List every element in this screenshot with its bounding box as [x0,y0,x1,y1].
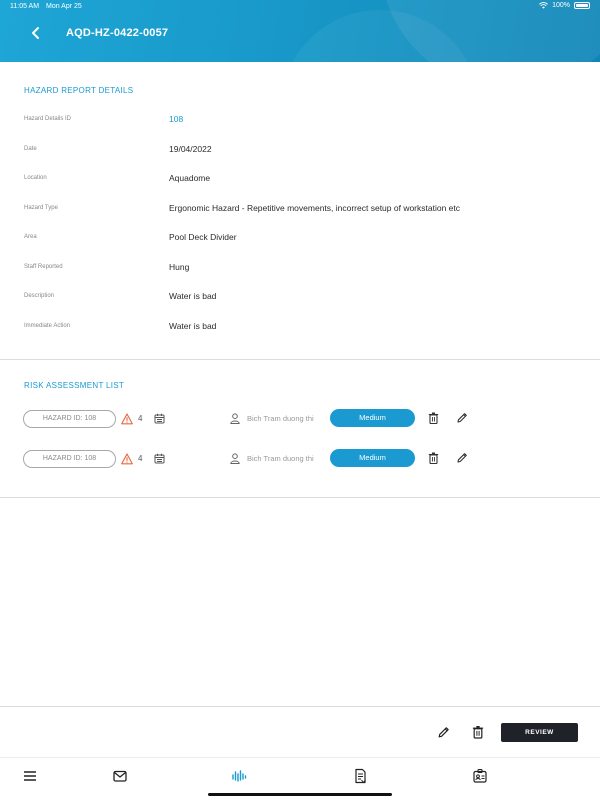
action-bar [0,706,600,758]
risk-count: 4 [138,414,143,423]
detail-row-area [0,231,600,247]
person-icon [230,413,240,424]
risk-row [0,449,600,471]
detail-row-staff-reported [0,261,600,277]
status-date: Mon Apr 25 [46,3,82,10]
delete-report-button[interactable] [472,725,484,739]
risk-assessment-title: RISK ASSESSMENT LIST [24,381,125,390]
id-card-icon[interactable] [472,768,488,784]
detail-label: Hazard Type [24,205,58,211]
detail-label: Location [24,175,47,181]
warning-icon [121,453,133,465]
edit-report-button[interactable] [437,726,450,739]
detail-value: Aquadome [169,173,211,183]
mail-icon[interactable] [112,768,128,784]
detail-row-date [0,143,600,159]
detail-label: Area [24,234,37,240]
battery-percent: 100% [552,2,570,9]
back-button[interactable] [28,25,44,41]
warning-icon [121,413,133,425]
page-title: AQD-HZ-0422-0057 [66,27,169,39]
detail-value: Water is bad [169,321,217,331]
section-divider [0,497,600,498]
pencil-icon[interactable] [456,412,468,424]
detail-value: Ergonomic Hazard - Repetitive movements, incorrect setup of workstation etc [169,203,461,213]
detail-row-location [0,172,600,188]
detail-label: Staff Reported [24,264,63,270]
status-time: 11:05 AM [10,3,40,10]
calendar-icon[interactable] [154,453,165,464]
detail-value: Hung [169,262,190,272]
staff-name: Bich Tram duong thi [247,414,314,423]
detail-value: Water is bad [169,291,217,301]
risk-row [0,409,600,431]
staff-name: Bich Tram duong thi [247,454,314,463]
battery-icon [574,2,590,9]
home-indicator [208,793,392,796]
hazard-id-pill[interactable]: HAZARD ID: 108 [23,450,116,468]
detail-label: Hazard Details ID [24,116,72,122]
menu-icon[interactable] [22,768,38,784]
header [0,0,600,62]
detail-label: Date [24,146,37,152]
activity-icon[interactable] [231,768,247,784]
risk-count: 4 [138,454,143,463]
detail-value: 19/04/2022 [169,144,212,154]
detail-row-immediate-action [0,320,600,336]
detail-value: Pool Deck Divider [169,232,237,242]
trash-icon[interactable] [428,452,439,464]
detail-row-description [0,290,600,306]
trash-icon[interactable] [428,412,439,424]
pencil-icon[interactable] [456,452,468,464]
calendar-icon[interactable] [154,413,165,424]
section-divider [0,359,600,360]
hazard-report-title: HAZARD REPORT DETAILS [24,86,134,95]
wifi-icon [539,2,548,9]
status-bar [0,0,600,14]
risk-level-badge[interactable]: Medium [330,409,415,427]
risk-level-badge[interactable]: Medium [330,449,415,467]
hazard-id-link[interactable]: 108 [169,114,184,124]
hazard-id-pill[interactable]: HAZARD ID: 108 [23,410,116,428]
detail-row-hazard-type [0,202,600,218]
review-button[interactable]: REVIEW [501,723,578,742]
person-icon [230,453,240,464]
report-icon[interactable] [352,768,368,784]
detail-row-hazard-id [0,113,600,129]
detail-label: Description [24,293,55,299]
detail-label: Immediate Action [24,323,71,329]
